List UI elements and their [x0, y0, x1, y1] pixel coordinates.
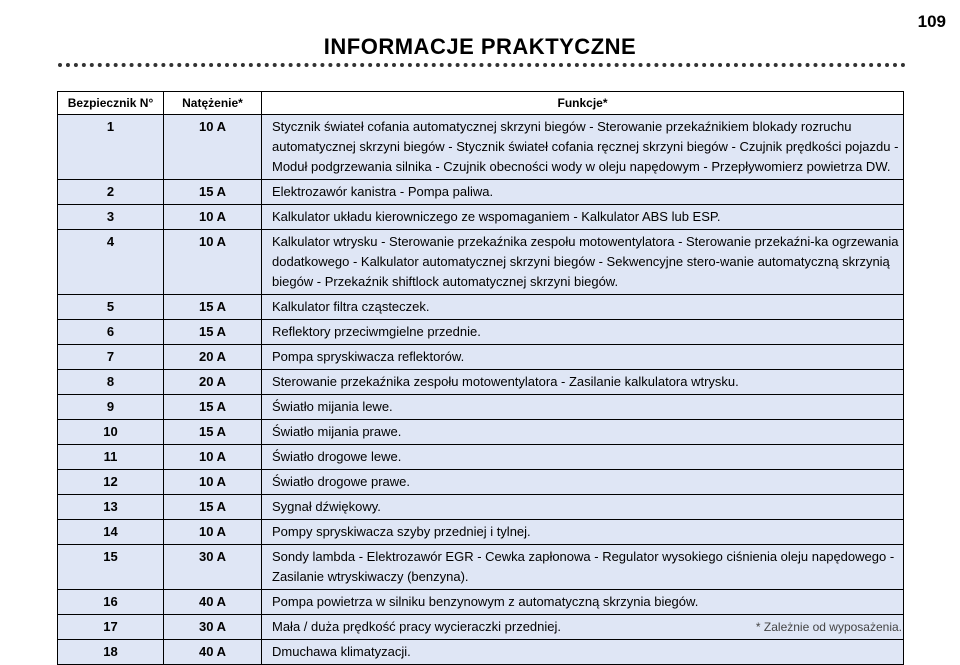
function-cell: Sondy lambda - Elektrozawór EGR - Cewka zapłonowa - Regulator wysokiego ciśnienia oleju napędowego - Zasilanie wtryskiwaczy (benzyna).: [262, 545, 904, 590]
fuse-number-cell: 13: [58, 495, 164, 520]
function-cell: Reflektory przeciwmgielne przednie.: [262, 320, 904, 345]
function-cell: Sterowanie przekaźnika zespołu motowentylatora - Zasilanie kalkulatora wtrysku.: [262, 370, 904, 395]
amperage-cell: 15 A: [164, 495, 262, 520]
fuse-table: [57, 91, 904, 665]
fuse-number-cell: 5: [58, 295, 164, 320]
amperage-cell: 10 A: [164, 470, 262, 495]
amperage-cell: 10 A: [164, 115, 262, 180]
fuse-number-cell: 4: [58, 230, 164, 295]
page-number: 109: [917, 12, 946, 31]
fuse-number-cell: 16: [58, 590, 164, 615]
header-functions: Funkcje*: [262, 92, 904, 115]
table-row: [58, 445, 904, 470]
table-row: [58, 230, 904, 295]
fuse-number-cell: 11: [58, 445, 164, 470]
function-cell: Światło mijania lewe.: [262, 395, 904, 420]
table-row: [58, 470, 904, 495]
table-row: [58, 495, 904, 520]
fuse-number-cell: 9: [58, 395, 164, 420]
function-cell: Kalkulator wtrysku - Sterowanie przekaźnika zespołu motowentylatora - Sterowanie przekaźni-ka ogrzewania dodatkowego - Kalkulator automatycznej skrzyni biegów - Sekwencyjne stero-wanie automatyczną skrzynią biegów - Przekaźnik shiftlock automatycznej skrzyni biegów.: [262, 230, 904, 295]
function-cell: Pompa powietrza w silniku benzynowym z automatyczną skrzynia biegów.: [262, 590, 904, 615]
fuse-number-cell: 15: [58, 545, 164, 590]
amperage-cell: 15 A: [164, 180, 262, 205]
fuse-number-cell: 2: [58, 180, 164, 205]
table-row: [58, 115, 904, 180]
table-row: [58, 640, 904, 665]
table-row: [58, 320, 904, 345]
fuse-number-cell: 6: [58, 320, 164, 345]
amperage-cell: 30 A: [164, 615, 262, 640]
header-fuse-number: Bezpiecznik N°: [58, 92, 164, 115]
function-cell: Elektrozawór kanistra - Pompa paliwa.: [262, 180, 904, 205]
table-header-row: [58, 92, 904, 115]
page-title: INFORMACJE PRAKTYCZNE: [323, 34, 637, 59]
amperage-cell: 10 A: [164, 205, 262, 230]
fuse-number-cell: 18: [58, 640, 164, 665]
table-row: [58, 590, 904, 615]
amperage-cell: 40 A: [164, 590, 262, 615]
amperage-cell: 10 A: [164, 445, 262, 470]
fuse-number-cell: 1: [58, 115, 164, 180]
fuse-number-cell: 14: [58, 520, 164, 545]
table-row: [58, 295, 904, 320]
table-row: [58, 520, 904, 545]
amperage-cell: 15 A: [164, 395, 262, 420]
header-amperage: Natężenie*: [164, 92, 262, 115]
fuse-number-cell: 8: [58, 370, 164, 395]
fuse-number-cell: 7: [58, 345, 164, 370]
function-cell: Kalkulator filtra cząsteczek.: [262, 295, 904, 320]
amperage-cell: 10 A: [164, 230, 262, 295]
table-row: [58, 205, 904, 230]
dotted-divider: [58, 63, 906, 67]
function-cell: Pompy spryskiwacza szyby przedniej i tylnej.: [262, 520, 904, 545]
amperage-cell: 15 A: [164, 420, 262, 445]
function-cell: Sygnał dźwiękowy.: [262, 495, 904, 520]
function-cell: Dmuchawa klimatyzacji.: [262, 640, 904, 665]
footnote: * Zależnie od wyposażenia.: [755, 620, 902, 634]
function-cell: Pompa spryskiwacza reflektorów.: [262, 345, 904, 370]
function-cell: Światło mijania prawe.: [262, 420, 904, 445]
function-cell: Stycznik świateł cofania automatycznej skrzyni biegów - Sterowanie przekaźnikiem blokady rozruchu automatycznej skrzyni biegów - Stycznik świateł cofania ręcznej skrzyni biegów - Czujnik prędkości pojazdu - Moduł podgrzewania silnika - Czujnik obecności wody w oleju napędowym - Przepływomierz powietrza DW.: [262, 115, 904, 180]
fuse-number-cell: 17: [58, 615, 164, 640]
amperage-cell: 20 A: [164, 345, 262, 370]
function-cell: Światło drogowe prawe.: [262, 470, 904, 495]
fuse-number-cell: 12: [58, 470, 164, 495]
table-row: [58, 345, 904, 370]
amperage-cell: 15 A: [164, 320, 262, 345]
amperage-cell: 30 A: [164, 545, 262, 590]
table-row: [58, 545, 904, 590]
amperage-cell: 20 A: [164, 370, 262, 395]
table-row: [58, 395, 904, 420]
table-row: [58, 180, 904, 205]
function-cell: Mała / duża prędkość pracy wycieraczki przedniej.: [262, 615, 904, 640]
table-row: [58, 370, 904, 395]
fuse-number-cell: 10: [58, 420, 164, 445]
amperage-cell: 15 A: [164, 295, 262, 320]
function-cell: Światło drogowe lewe.: [262, 445, 904, 470]
amperage-cell: 10 A: [164, 520, 262, 545]
fuse-number-cell: 3: [58, 205, 164, 230]
table-row: [58, 420, 904, 445]
fuse-table-body: [58, 115, 904, 665]
amperage-cell: 40 A: [164, 640, 262, 665]
function-cell: Kalkulator układu kierowniczego ze wspomaganiem - Kalkulator ABS lub ESP.: [262, 205, 904, 230]
